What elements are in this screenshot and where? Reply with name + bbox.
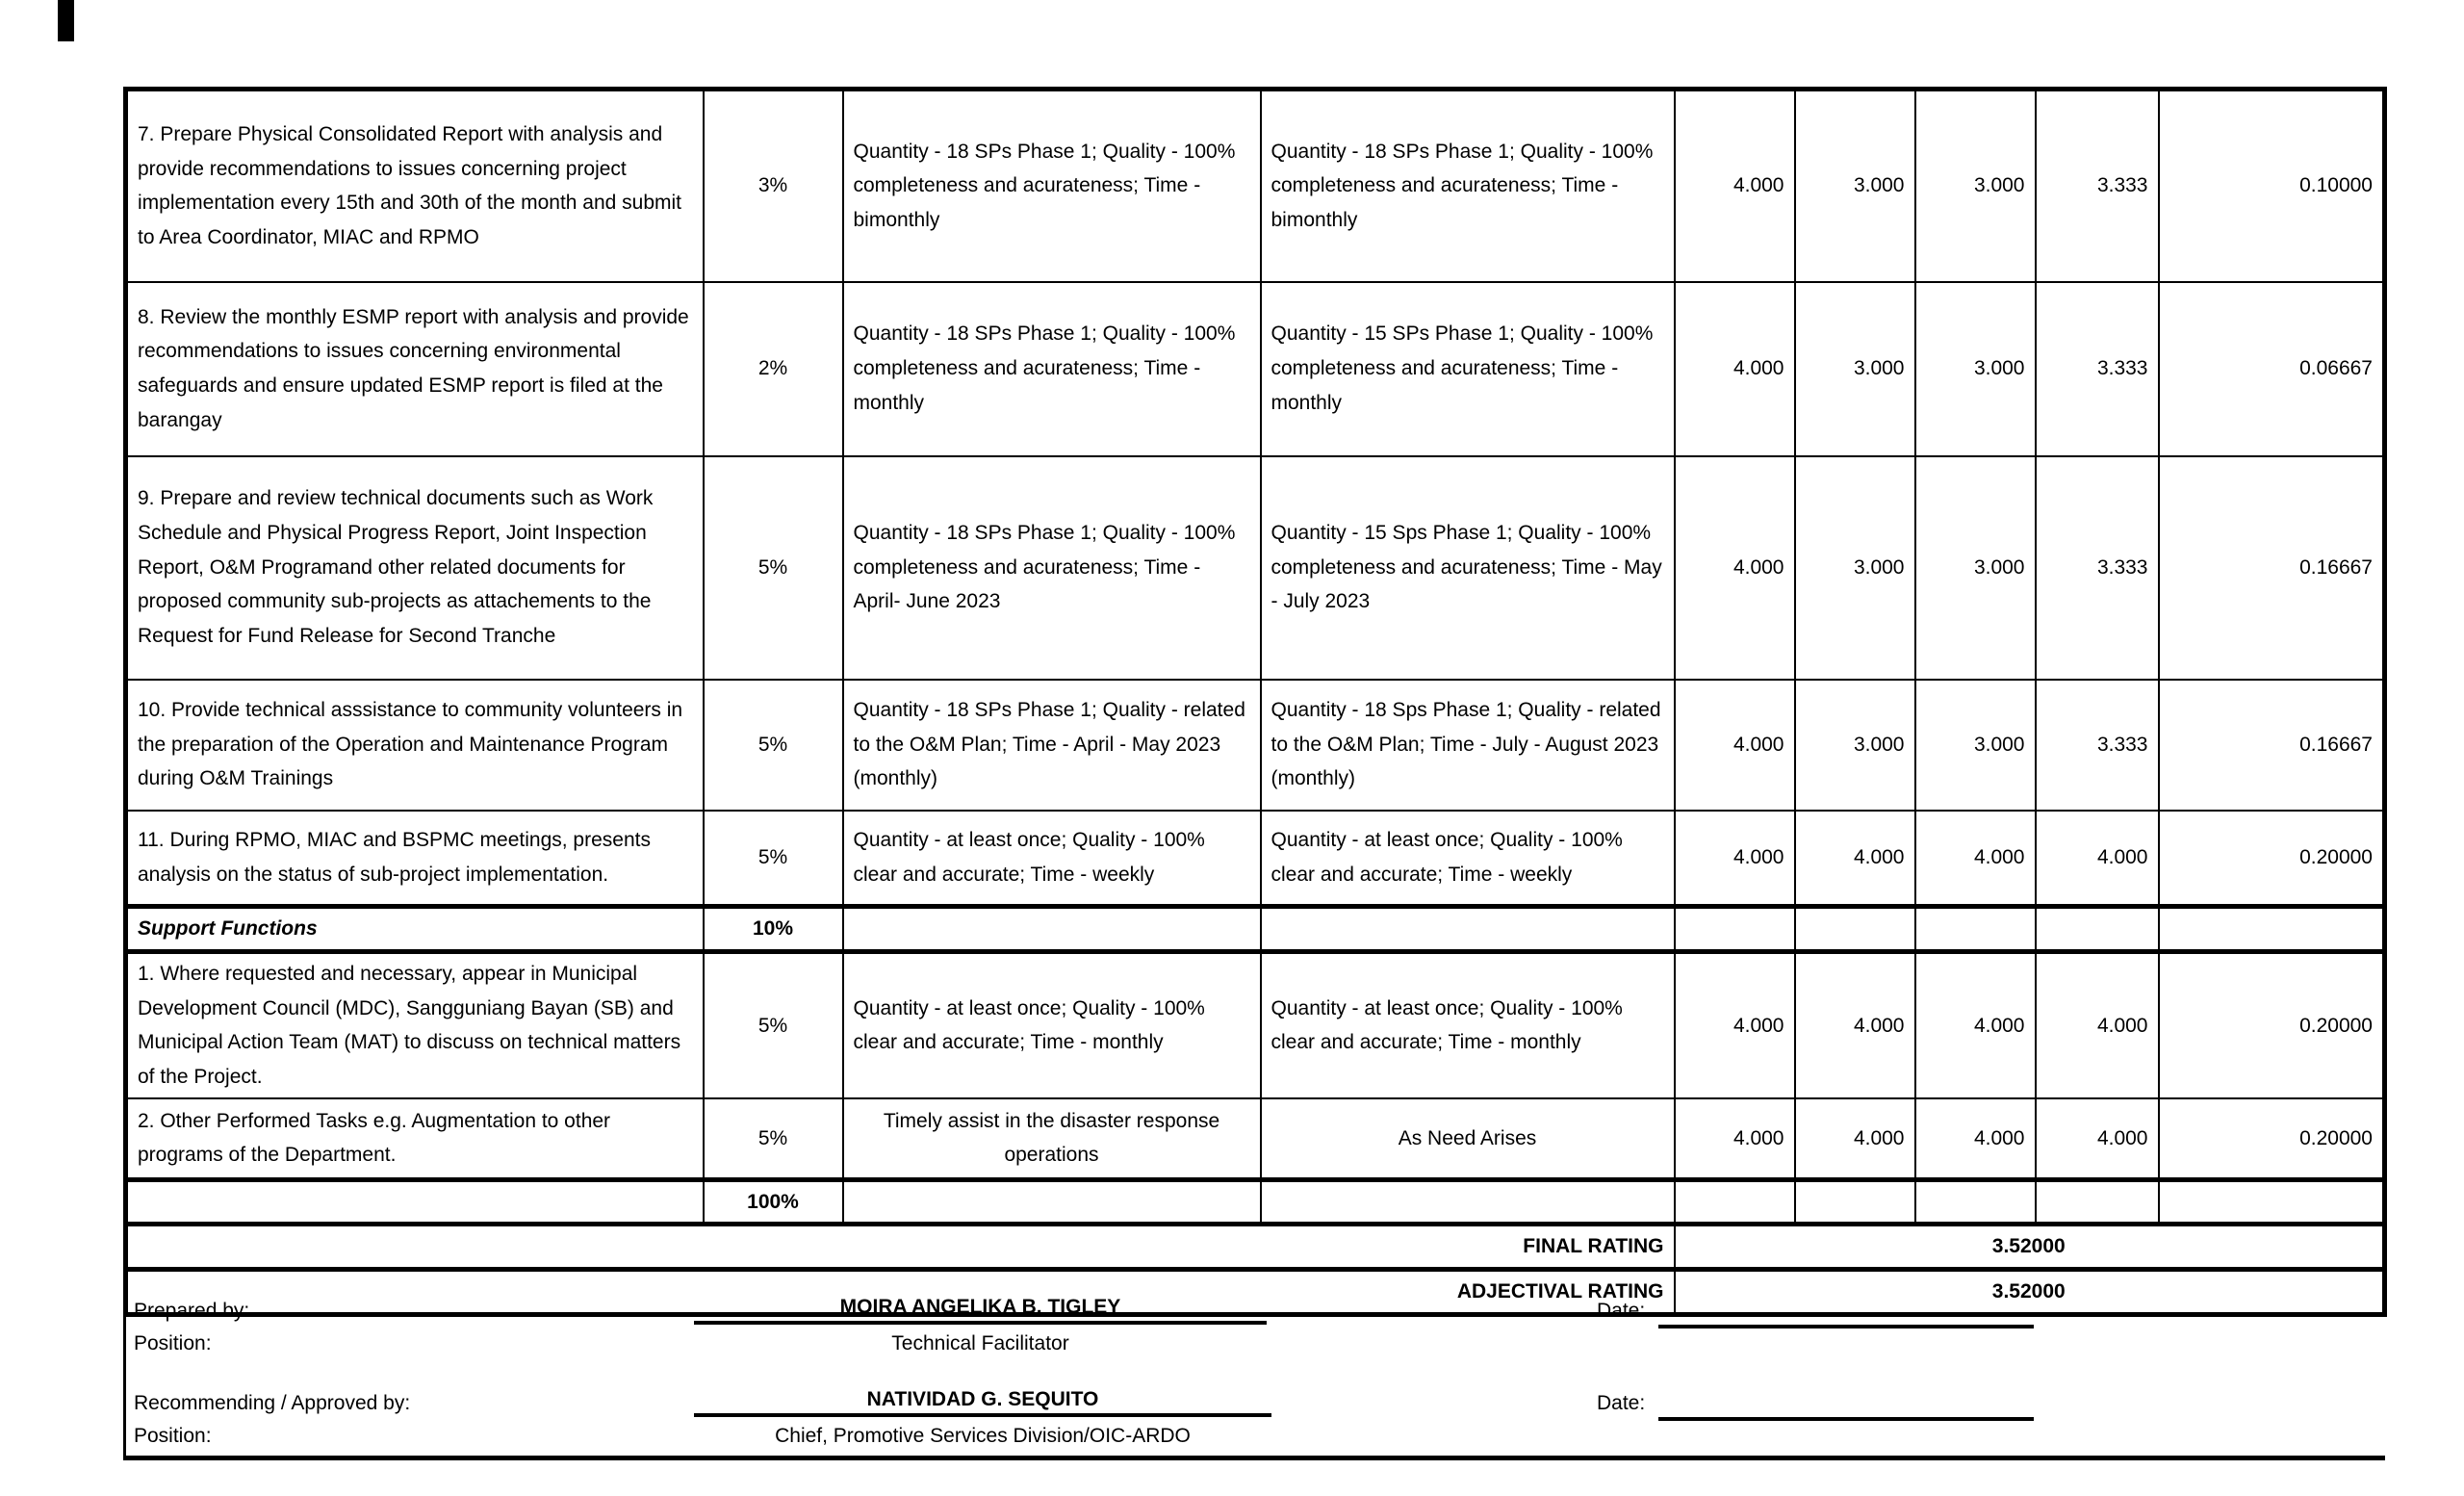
- actual-accomplishment-cell: Quantity - at least once; Quality - 100% clear and accurate; Time - weekly: [1261, 811, 1675, 907]
- score-cell: 0.16667: [2159, 680, 2385, 811]
- task-desc-cell: 8. Review the monthly ESMP report with analysis and provide recommendations to issues concerning environmental safeguards and ensure updated ESMP report is filed at the barangay: [126, 282, 704, 456]
- empty-cell: [126, 1179, 704, 1225]
- task-desc-cell: 2. Other Performed Tasks e.g. Augmentation to other programs of the Department.: [126, 1098, 704, 1179]
- empty-cell: [1915, 1179, 2036, 1225]
- actual-accomplishment-cell: Quantity - 15 Sps Phase 1; Quality - 100% completeness and acurateness; Time - May - July 2023: [1261, 456, 1675, 680]
- rating-e-cell: 3.000: [1795, 680, 1915, 811]
- score-cell: 0.20000: [2159, 1098, 2385, 1179]
- score-cell: 0.20000: [2159, 951, 2385, 1098]
- weight-cell: 5%: [704, 680, 843, 811]
- signature-block: [123, 1296, 2385, 1460]
- table-row: [126, 90, 2385, 282]
- empty-cell: [1915, 907, 2036, 952]
- rating-t-cell: 3.000: [1915, 282, 2036, 456]
- score-cell: 0.06667: [2159, 282, 2385, 456]
- rating-t-cell: 4.000: [1915, 811, 2036, 907]
- empty-cell: [2036, 1179, 2159, 1225]
- weight-cell: 2%: [704, 282, 843, 456]
- task-desc-cell: 10. Provide technical asssistance to community volunteers in the preparation of the Operation and Maintenance Program during O&M Trainings: [126, 680, 704, 811]
- rating-t-cell: 3.000: [1915, 90, 2036, 282]
- score-cell: 0.20000: [2159, 811, 2385, 907]
- date-label: Date:: [1597, 1392, 1646, 1414]
- support-weight-cell: 10%: [704, 907, 843, 952]
- rating-e-cell: 4.000: [1795, 1098, 1915, 1179]
- rating-q-cell: 4.000: [1675, 456, 1795, 680]
- empty-cell: [2159, 907, 2385, 952]
- rating-q-cell: 4.000: [1675, 680, 1795, 811]
- table-row: [126, 456, 2385, 680]
- success-indicator-cell: Timely assist in the disaster response operations: [843, 1098, 1261, 1179]
- empty-cell: [843, 907, 1261, 952]
- rating-e-cell: 4.000: [1795, 951, 1915, 1098]
- task-desc-cell: 11. During RPMO, MIAC and BSPMC meetings, presents analysis on the status of sub-project implementation.: [126, 811, 704, 907]
- rating-a-cell: 3.333: [2036, 282, 2159, 456]
- rating-q-cell: 4.000: [1675, 951, 1795, 1098]
- final-rating-row: [126, 1225, 2385, 1270]
- rating-e-cell: 4.000: [1795, 811, 1915, 907]
- success-indicator-cell: Quantity - 18 SPs Phase 1; Quality - 100% completeness and acurateness; Time - monthly: [843, 282, 1261, 456]
- final-rating-label: FINAL RATING: [126, 1225, 1675, 1270]
- performance-table: [123, 87, 2387, 1317]
- rating-e-cell: 3.000: [1795, 456, 1915, 680]
- empty-cell: [843, 1179, 1261, 1225]
- empty-cell: [1261, 1179, 1675, 1225]
- rating-e-cell: 3.000: [1795, 282, 1915, 456]
- rating-q-cell: 4.000: [1675, 811, 1795, 907]
- weight-cell: 5%: [704, 456, 843, 680]
- support-functions-label: Support Functions: [126, 907, 704, 952]
- empty-cell: [2036, 907, 2159, 952]
- adjectival-rating-value: 3.52000: [1675, 1270, 2385, 1315]
- task-desc-cell: 9. Prepare and review technical documents such as Work Schedule and Physical Progress Report, Joint Inspection Report, O&M Programand other related documents for proposed community sub-projects as attachements to the Request for Fund Release for Second Tranche: [126, 456, 704, 680]
- empty-cell: [2159, 1179, 2385, 1225]
- actual-accomplishment-cell: Quantity - 15 SPs Phase 1; Quality - 100% completeness and acurateness; Time - monthly: [1261, 282, 1675, 456]
- rating-q-cell: 4.000: [1675, 90, 1795, 282]
- approved-by-label: Recommending / Approved by:: [134, 1392, 411, 1414]
- position-label: Position:: [134, 1332, 212, 1354]
- table-row: [126, 1098, 2385, 1179]
- rating-t-cell: 4.000: [1915, 951, 2036, 1098]
- weight-cell: 5%: [704, 951, 843, 1098]
- weight-cell: 3%: [704, 90, 843, 282]
- table-row: [126, 951, 2385, 1098]
- table-row: [126, 680, 2385, 811]
- adjectival-rating-label: ADJECTIVAL RATING: [126, 1270, 1675, 1315]
- table-row: [126, 811, 2385, 907]
- weight-cell: 5%: [704, 1098, 843, 1179]
- date-label: Date:: [1597, 1300, 1646, 1322]
- actual-accomplishment-cell: Quantity - 18 Sps Phase 1; Quality - related to the O&M Plan; Time - July - August 2023 (monthly): [1261, 680, 1675, 811]
- rating-a-cell: 4.000: [2036, 811, 2159, 907]
- score-cell: 0.16667: [2159, 456, 2385, 680]
- rating-a-cell: 3.333: [2036, 456, 2159, 680]
- total-weight-cell: 100%: [704, 1179, 843, 1225]
- empty-cell: [1261, 907, 1675, 952]
- rating-e-cell: 3.000: [1795, 90, 1915, 282]
- rating-t-cell: 3.000: [1915, 456, 2036, 680]
- prepared-by-name: MOIRA ANGELIKA B. TIGLEY: [694, 1296, 1267, 1325]
- rating-a-cell: 3.333: [2036, 680, 2159, 811]
- score-cell: 0.10000: [2159, 90, 2385, 282]
- actual-accomplishment-cell: Quantity - 18 SPs Phase 1; Quality - 100% completeness and acurateness; Time - bimonthly: [1261, 90, 1675, 282]
- position-label: Position:: [134, 1425, 212, 1447]
- empty-cell: [1675, 1179, 1795, 1225]
- empty-cell: [1795, 1179, 1915, 1225]
- rating-q-cell: 4.000: [1675, 1098, 1795, 1179]
- actual-accomplishment-cell: As Need Arises: [1261, 1098, 1675, 1179]
- final-rating-value: 3.52000: [1675, 1225, 2385, 1270]
- task-desc-cell: 1. Where requested and necessary, appear in Municipal Development Council (MDC), Sangguniang Bayan (SB) and Municipal Action Team (MAT) to discuss on technical matters of the Project.: [126, 951, 704, 1098]
- date-fill-line: [1658, 1298, 2034, 1328]
- weight-cell: 5%: [704, 811, 843, 907]
- rating-t-cell: 4.000: [1915, 1098, 2036, 1179]
- prepared-position: Technical Facilitator: [891, 1332, 1069, 1354]
- success-indicator-cell: Quantity - at least once; Quality - 100% clear and accurate; Time - weekly: [843, 811, 1261, 907]
- empty-cell: [1675, 907, 1795, 952]
- success-indicator-cell: Quantity - at least once; Quality - 100% clear and accurate; Time - monthly: [843, 951, 1261, 1098]
- rating-q-cell: 4.000: [1675, 282, 1795, 456]
- success-indicator-cell: Quantity - 18 SPs Phase 1; Quality - 100% completeness and acurateness; Time - April- June 2023: [843, 456, 1261, 680]
- scan-artifact-mark: [58, 0, 74, 41]
- table-row: [126, 282, 2385, 456]
- total-weight-row: [126, 1179, 2385, 1225]
- success-indicator-cell: Quantity - 18 SPs Phase 1; Quality - 100% completeness and acurateness; Time - bimonthly: [843, 90, 1261, 282]
- success-indicator-cell: Quantity - 18 SPs Phase 1; Quality - related to the O&M Plan; Time - April - May 2023 (monthly): [843, 680, 1261, 811]
- rating-a-cell: 4.000: [2036, 1098, 2159, 1179]
- support-functions-header-row: [126, 907, 2385, 952]
- approved-by-name: NATIVIDAD G. SEQUITO: [694, 1388, 1271, 1417]
- rating-t-cell: 3.000: [1915, 680, 2036, 811]
- approved-position: Chief, Promotive Services Division/OIC-ARDO: [775, 1425, 1191, 1447]
- date-fill-line: [1658, 1390, 2034, 1421]
- rating-a-cell: 4.000: [2036, 951, 2159, 1098]
- actual-accomplishment-cell: Quantity - at least once; Quality - 100% clear and accurate; Time - monthly: [1261, 951, 1675, 1098]
- rating-a-cell: 3.333: [2036, 90, 2159, 282]
- empty-cell: [1795, 907, 1915, 952]
- prepared-by-label: Prepared by:: [134, 1300, 250, 1322]
- task-desc-cell: 7. Prepare Physical Consolidated Report with analysis and provide recommendations to issues concerning project implementation every 15th and 30th of the month and submit to Area Coordinator, MIAC and RPMO: [126, 90, 704, 282]
